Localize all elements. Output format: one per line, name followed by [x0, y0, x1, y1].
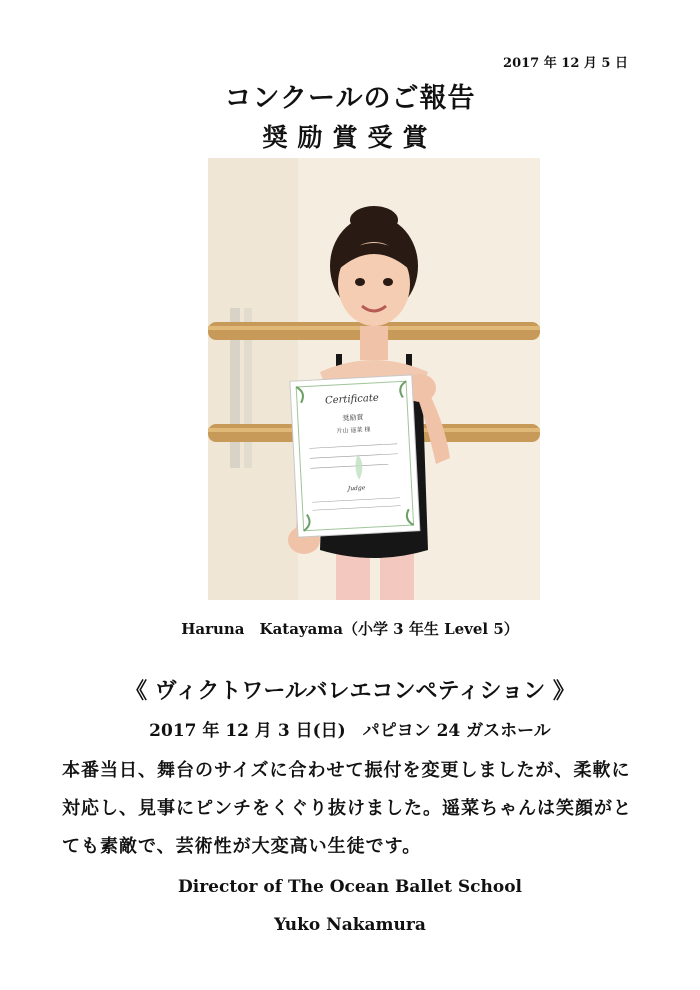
photo-illustration: [208, 158, 540, 600]
document-date: 2017 年 12 月 5 日: [503, 56, 628, 71]
page-title: コンクールのご報告: [224, 83, 476, 114]
certificate-judge-heading: Judge: [347, 484, 366, 493]
director-name: Yuko Nakamura: [274, 915, 426, 935]
report-body: 本番当日、舞台のサイズに合わせて振付を変更しましたが、柔軟に対応し、見事にピンチをくぐり抜けました。遥菜ちゃんは笑顔がとても素敵で、芸術性が大変高い生徒です。: [62, 760, 632, 857]
photo-caption: Haruna Katayama（小学 3 年生 Level 5）: [181, 620, 519, 638]
award-heading: 奨励賞受賞: [262, 123, 438, 152]
certificate-recipient: 片山 遥菜 様: [336, 426, 371, 435]
event-date-venue: 2017 年 12 月 3 日(日) パピヨン 24 ガスホール: [149, 721, 551, 741]
student-photo: [208, 158, 540, 600]
certificate-heading: Certificate: [324, 392, 380, 407]
director-title: Director of The Ocean Ballet School: [178, 877, 522, 897]
certificate-award: 奨励賞: [342, 413, 364, 423]
competition-name: 《 ヴィクトワールバレエコンペティション 》: [125, 678, 575, 704]
